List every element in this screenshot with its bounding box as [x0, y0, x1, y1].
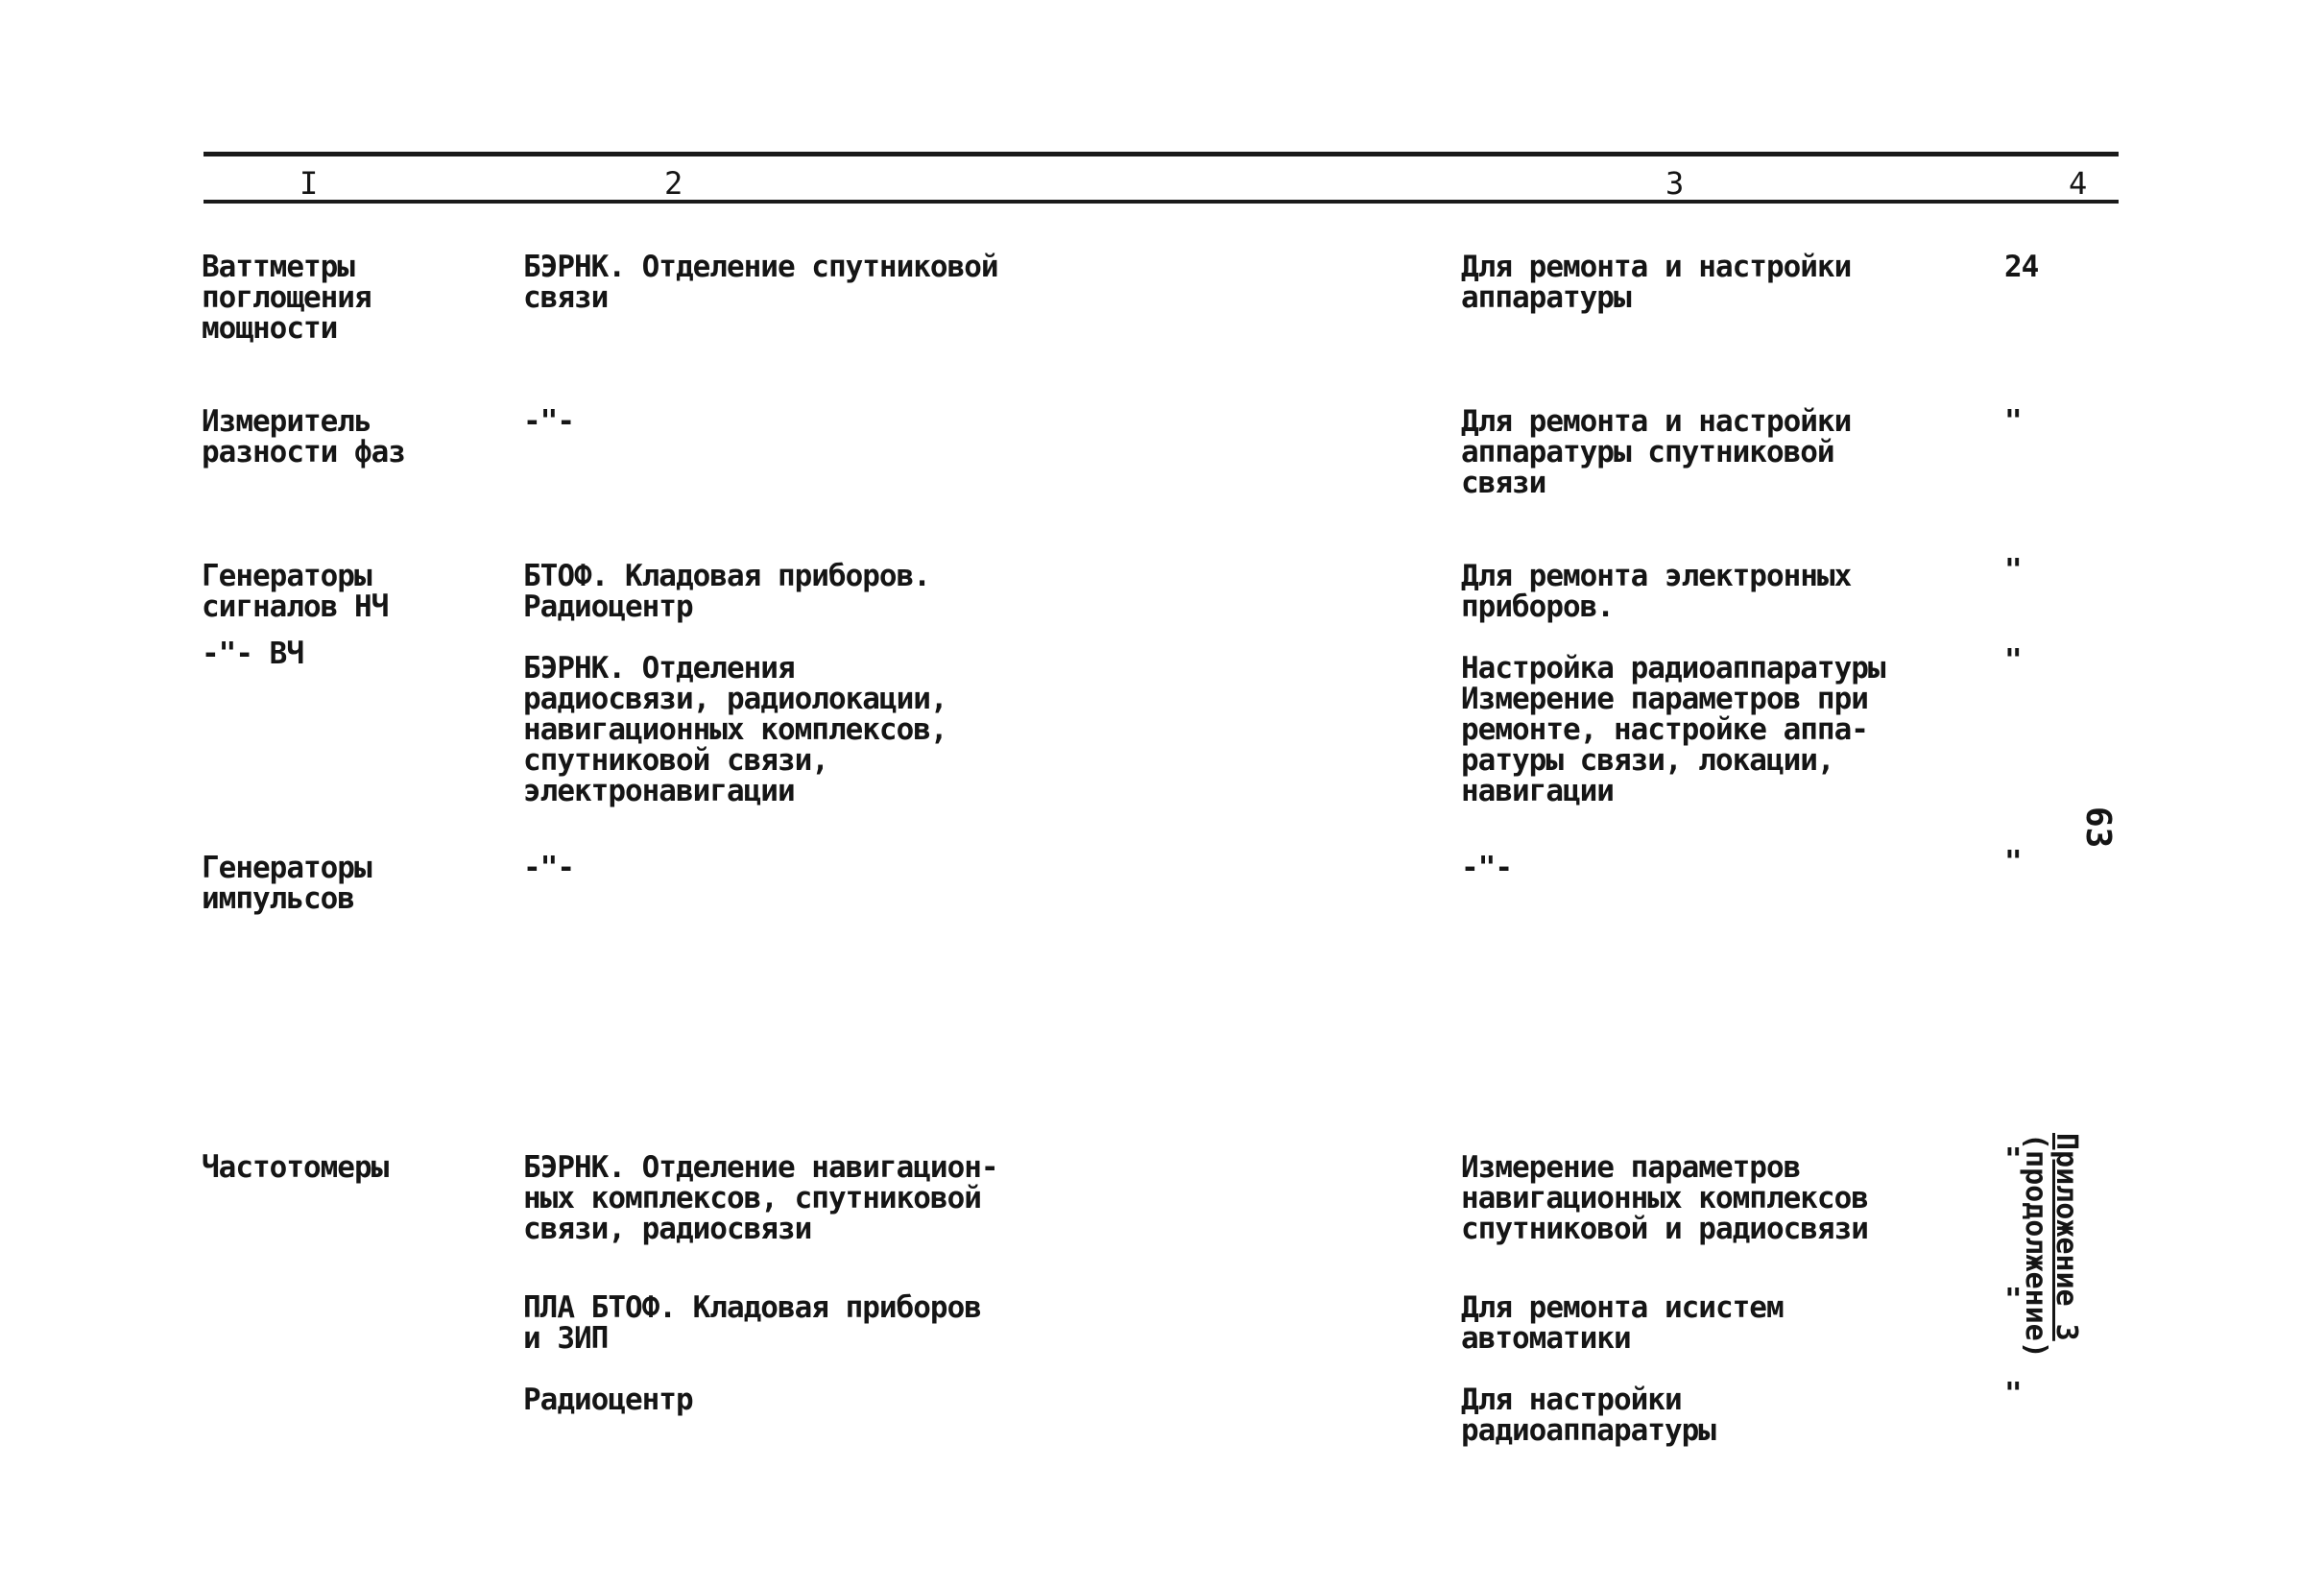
row-2-quantity: " — [2004, 553, 2022, 588]
row-3-location: БЭРНК. Отделения радиосвязи, радиолокации, навигационных комплексов, спутниковой связи, электронавигации — [523, 651, 947, 808]
row-4-location: -"- — [523, 851, 574, 885]
row-4-instrument: Генераторы импульсов — [202, 851, 371, 916]
column-header-4: 4 — [2069, 165, 2088, 202]
row-7-purpose: Для настройки радиоаппаратуры — [1461, 1383, 1715, 1448]
row-0-quantity: 24 — [2004, 250, 2039, 284]
row-7-quantity: " — [2004, 1377, 2022, 1411]
page-number: 63 — [2078, 806, 2118, 849]
row-0-purpose: Для ремонта и настройки аппаратуры — [1461, 250, 1852, 315]
appendix-label — [2020, 1133, 2081, 1359]
row-2-instrument: Генераторы сигналов НЧ — [202, 559, 389, 624]
row-6-purpose: Для ремонта исистем автоматики — [1461, 1290, 1784, 1356]
row-4-quantity: " — [2004, 845, 2022, 879]
row-1-quantity: " — [2004, 404, 2022, 439]
row-0-instrument: Ваттметры поглощения мощности — [202, 250, 371, 346]
column-header-2: 2 — [664, 165, 683, 202]
row-3-quantity: " — [2004, 643, 2022, 678]
row-3-instrument: -"- ВЧ — [202, 637, 303, 671]
row-1-location: -"- — [523, 404, 574, 439]
row-1-instrument: Измеритель разности фаз — [202, 404, 405, 469]
appendix-title: Приложение 3 — [2049, 1133, 2083, 1341]
column-header-1: I — [299, 165, 319, 202]
row-1-purpose: Для ремонта и настройки аппаратуры спутниковой связи — [1461, 404, 1852, 500]
row-6-location: ПЛА БТОФ. Кладовая приборов и ЗИП — [523, 1290, 981, 1356]
row-5-location: БЭРНК. Отделение навигацион- ных комплексов, спутниковой связи, радиосвязи — [523, 1150, 998, 1246]
row-5-instrument: Частотомеры — [202, 1150, 389, 1185]
row-5-quantity: " — [2004, 1143, 2022, 1177]
table-top-rule — [204, 152, 2119, 156]
row-0-location: БЭРНК. Отделение спутниковой связи — [523, 250, 998, 315]
row-2-location: БТОФ. Кладовая приборов. Радиоцентр — [523, 559, 930, 624]
row-2-purpose: Для ремонта электронных приборов. — [1461, 559, 1852, 624]
appendix-continuation: (продолжение) — [2019, 1133, 2052, 1359]
row-6-quantity: " — [2004, 1283, 2022, 1317]
row-5-purpose: Измерение параметров навигационных комплексов спутниковой и радиосвязи — [1461, 1150, 1868, 1246]
row-4-purpose: -"- — [1461, 851, 1512, 885]
row-7-location: Радиоцентр — [523, 1383, 693, 1417]
column-header-3: 3 — [1665, 165, 1685, 202]
row-3-purpose: Настройка радиоаппаратуры Измерение параметров при ремонте, настройке аппа- ратуры связи, локации, навигации — [1461, 651, 1885, 808]
table-header-rule — [204, 200, 2119, 204]
